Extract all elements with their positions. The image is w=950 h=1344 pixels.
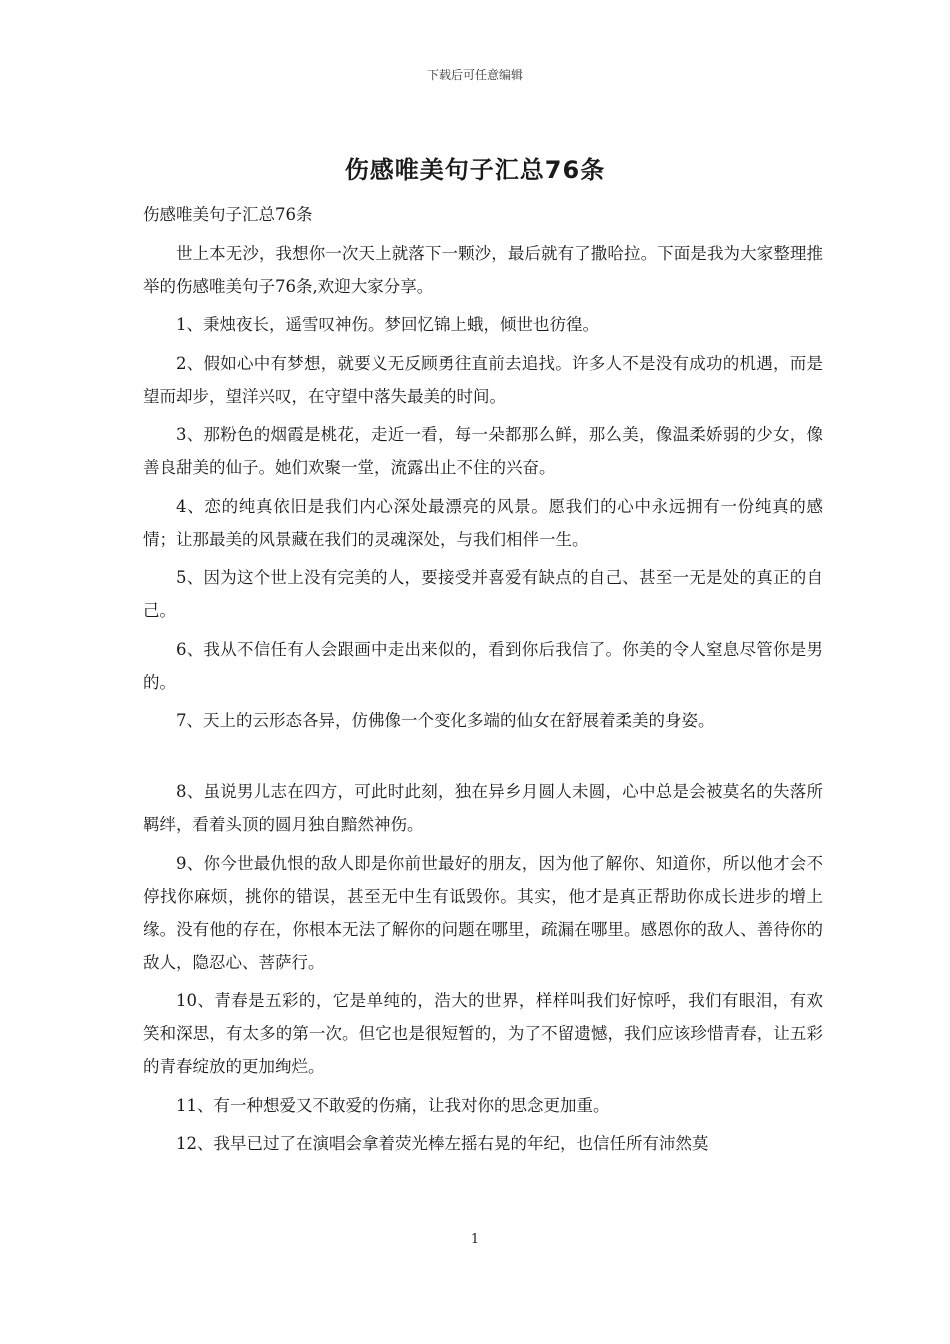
list-item: 7、天上的云形态各异，仿佛像一个变化多端的仙女在舒展着柔美的身姿。 — [176, 711, 715, 730]
document-body — [143, 198, 823, 1166]
header-note: 下载后可任意编辑 — [426, 68, 523, 82]
list-item: 3、那粉色的烟霞是桃花，走近一看，每一朵都那么鲜，那么美，像温柔娇弱的少女，像善良甜美的仙子。她们欢聚一堂，流露出止不住的兴奋。 — [143, 425, 823, 477]
list-item: 4、恋的纯真依旧是我们内心深处最漂亮的风景。愿我们的心中永远拥有一份纯真的感情；让那最美的风景藏在我们的灵魂深处，与我们相伴一生。 — [143, 496, 823, 549]
list-item: 1、秉烛夜长，遥雪叹神伤。梦回忆锦上蛾，倾世也彷徨。 — [176, 315, 599, 334]
list-item: 11、有一种想爱又不敢爱的伤痛，让我对你的思念更加重。 — [176, 1095, 610, 1115]
document-title: 伤感唯美句子汇总76条 — [344, 156, 606, 184]
list-item: 10、青春是五彩的，它是单纯的，浩大的世界，样样叫我们好惊呼，我们有眼泪，有欢笑和深思，有太多的第一次。但它也是很短暂的，为了不留遗憾，我们应该珍惜青春，让五彩的青春绽放的更加绚烂。 — [143, 991, 823, 1076]
list-item: 6、我从不信任有人会跟画中走出来似的，看到你后我信了。你美的令人窒息尽管你是男的。 — [143, 639, 823, 692]
page-number: 1 — [470, 1232, 480, 1247]
list-item: 12、我早已过了在演唱会拿着荧光棒左摇右晃的年纪，也信任所有沛然莫 — [176, 1134, 709, 1153]
document-subtitle: 伤感唯美句子汇总76条 — [143, 205, 313, 224]
intro-paragraph: 世上本无沙，我想你一次天上就落下一颗沙，最后就有了撒哈拉。下面是我为大家整理推举的伤感唯美句子76条,欢迎大家分享。 — [143, 243, 823, 296]
list-item: 5、因为这个世上没有完美的人，要接受并喜爱有缺点的自己、甚至一无是处的真正的自己。 — [143, 568, 823, 620]
list-item: 9、你今世最仇恨的敌人即是你前世最好的朋友，因为他了解你、知道你，所以他才会不停找你麻烦，挑你的错误，甚至无中生有诋毁你。其实，他才是真正帮助你成长进步的增上缘。没有他的存在，你根本无法了解你的问题在哪里，疏漏在哪里。感恩你的敌人、善待你的敌人，隐忍心、菩萨行。 — [143, 853, 823, 972]
list-item: 2、假如心中有梦想，就要义无反顾勇往直前去追找。许多人不是没有成功的机遇，而是望而却步，望洋兴叹，在守望中落失最美的时间。 — [143, 353, 823, 406]
list-item: 8、虽说男儿志在四方，可此时此刻，独在异乡月圆人未圆，心中总是会被莫名的失落所羁绊，看着头顶的圆月独自黯然神伤。 — [143, 782, 823, 834]
